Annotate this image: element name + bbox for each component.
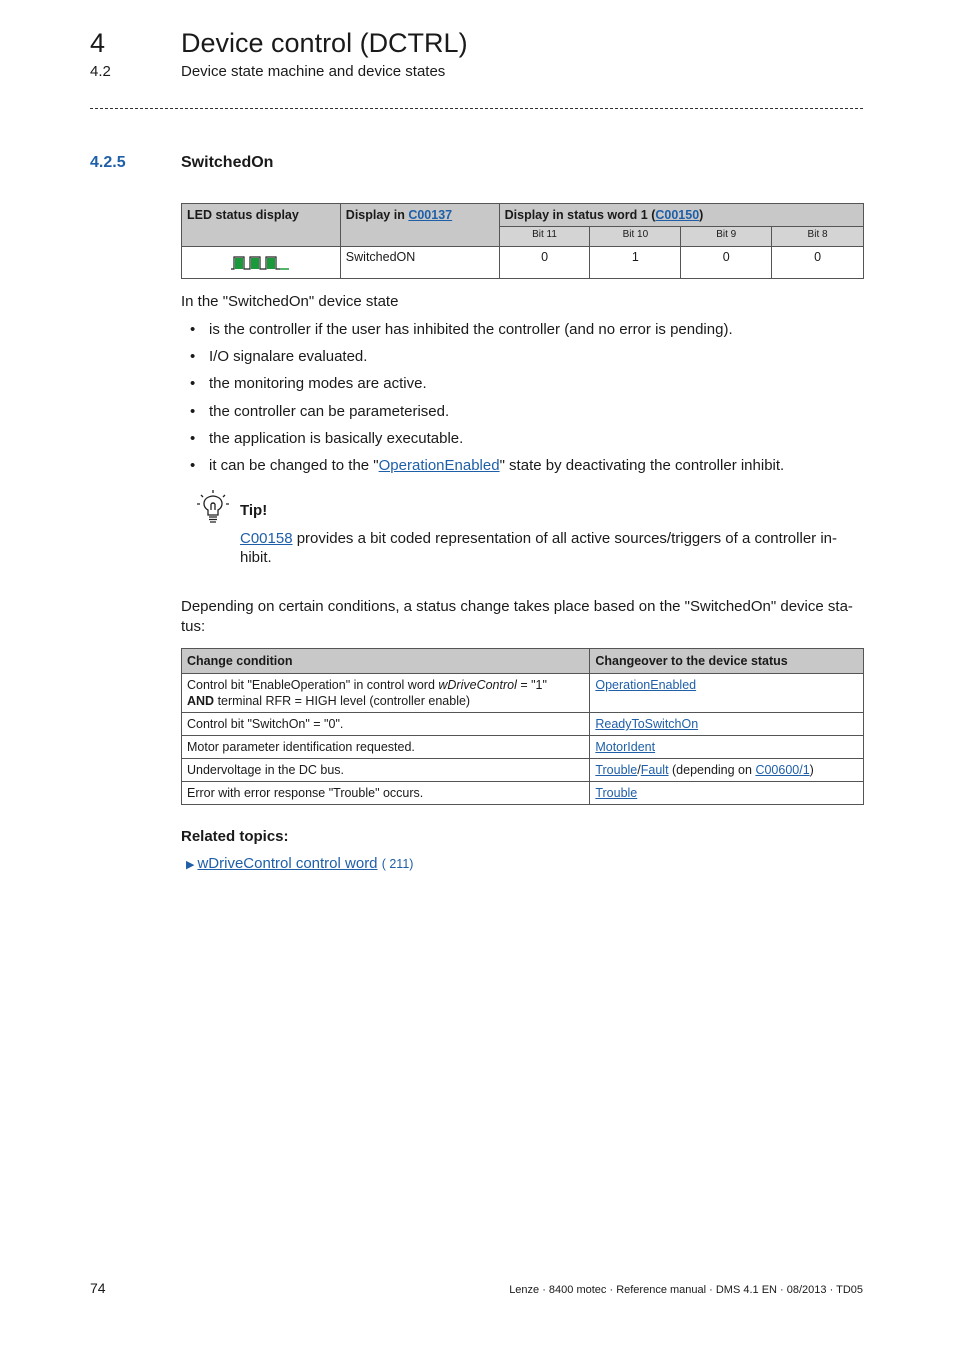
fault-link[interactable]: Fault (640, 763, 669, 777)
list-item (190, 456, 784, 483)
trouble-link[interactable]: Trouble (595, 763, 638, 777)
target-cell (590, 736, 864, 759)
section-title: SwitchedOn (181, 154, 274, 171)
target-cell (590, 713, 864, 736)
chapter-number: 4 (90, 28, 106, 58)
c00137-link[interactable]: C00137 (408, 208, 453, 222)
related-topics-title: Related topics: (181, 828, 289, 845)
readytoswitchon-link[interactable]: ReadyToSwitchOn (595, 717, 699, 731)
header-divider (90, 108, 863, 109)
tip-body: provides a bit coded representation of all active sources/triggers of a controller in-hibit. (240, 530, 837, 566)
led-header: LED status display (182, 204, 341, 247)
led-blink-icon (231, 253, 291, 271)
status-word-label: Display in status word 1 ( (504, 208, 656, 222)
arrow-right-icon: ▶ (186, 859, 195, 871)
page-number: 74 (90, 1280, 106, 1296)
condition-text: = "1" (516, 678, 547, 692)
change-table (181, 648, 864, 805)
target-text: ) (809, 763, 814, 777)
tip-label: Tip! (240, 502, 268, 519)
condition-italic: wDriveControl (438, 678, 517, 692)
target-header: Changeover to the device status (590, 649, 864, 674)
related-link-row (186, 855, 413, 872)
chapter-title: Device control (DCTRL) (181, 28, 468, 58)
list-item: • the application is basically executable. (190, 429, 784, 456)
bit-10-header: Bit 10 (590, 227, 681, 247)
c00150-link[interactable]: C00150 (655, 208, 700, 222)
condition-header: Change condition (182, 649, 590, 674)
condition-cell: Motor parameter identification requested. (182, 736, 590, 759)
target-cell (590, 759, 864, 782)
trouble-link[interactable]: Trouble (595, 786, 638, 800)
condition-cell: Error with error response "Trouble" occurs. (182, 782, 590, 805)
list-item: • is the controller if the user has inhibited the controller (and no error is pending). (190, 320, 784, 347)
section-number: 4.2.5 (90, 154, 126, 171)
wdrivecontrol-link[interactable]: wDriveControl control word (197, 855, 378, 872)
list-item-text: it can be changed to the " (209, 456, 379, 474)
bit-10-value: 1 (590, 247, 681, 279)
operationenabled-link[interactable]: OperationEnabled (378, 456, 500, 474)
bit-9-header: Bit 9 (681, 227, 772, 247)
table-row (182, 674, 864, 713)
status-word-header (499, 204, 863, 227)
list-item: • the monitoring modes are active. (190, 374, 784, 401)
motorident-link[interactable]: MotorIdent (595, 740, 656, 754)
status-table (181, 203, 864, 279)
subchapter-number: 4.2 (90, 63, 111, 80)
condition-bold: AND (187, 694, 215, 708)
display-header (340, 204, 499, 247)
table-row (182, 713, 864, 736)
c00600-link[interactable]: C00600/1 (755, 763, 810, 777)
condition-cell: Undervoltage in the DC bus. (182, 759, 590, 782)
table-row (182, 736, 864, 759)
list-item: • the controller can be parameterised. (190, 402, 784, 429)
target-text: (depending on (668, 763, 756, 777)
target-cell (590, 782, 864, 805)
status-word-suffix: ) (699, 208, 704, 222)
led-cell (182, 247, 341, 279)
condition-text: Control bit "EnableOperation" in control word (187, 678, 439, 692)
table-row (182, 759, 864, 782)
tip-text (240, 529, 864, 567)
bit-11-value: 0 (499, 247, 590, 279)
list-item: • I/O signalare evaluated. (190, 347, 784, 374)
conditions-intro: Depending on certain conditions, a status change takes place based on the "SwitchedOn" device sta-tus: (181, 598, 853, 635)
c00158-link[interactable]: C00158 (240, 530, 293, 547)
condition-cell: Control bit "SwitchOn" = "0". (182, 713, 590, 736)
display-value: SwitchedON (340, 247, 499, 279)
list-item-text: " state by deactivating the controller inhibit. (499, 456, 785, 474)
table-row (182, 782, 864, 805)
target-cell (590, 674, 864, 713)
separator: / (637, 763, 641, 777)
condition-text: terminal RFR = HIGH level (controller enable) (214, 694, 471, 708)
operationenabled-link[interactable]: OperationEnabled (595, 678, 697, 692)
page-ref[interactable]: ( 211) (381, 857, 414, 871)
bit-9-value: 0 (681, 247, 772, 279)
lightbulb-icon (196, 490, 232, 526)
intro-text: In the "SwitchedOn" device state (181, 293, 399, 310)
footer-doc-info: Lenze · 8400 motec · Reference manual · DMS 4.1 EN · 08/2013 · TD05 (509, 1284, 863, 1296)
bit-8-value: 0 (772, 247, 864, 279)
condition-cell (182, 674, 590, 713)
bit-8-header: Bit 8 (772, 227, 864, 247)
subchapter-title: Device state machine and device states (181, 63, 446, 80)
display-header-label: Display in (345, 208, 409, 222)
bullet-list (190, 320, 784, 483)
bit-11-header: Bit 11 (499, 227, 590, 247)
